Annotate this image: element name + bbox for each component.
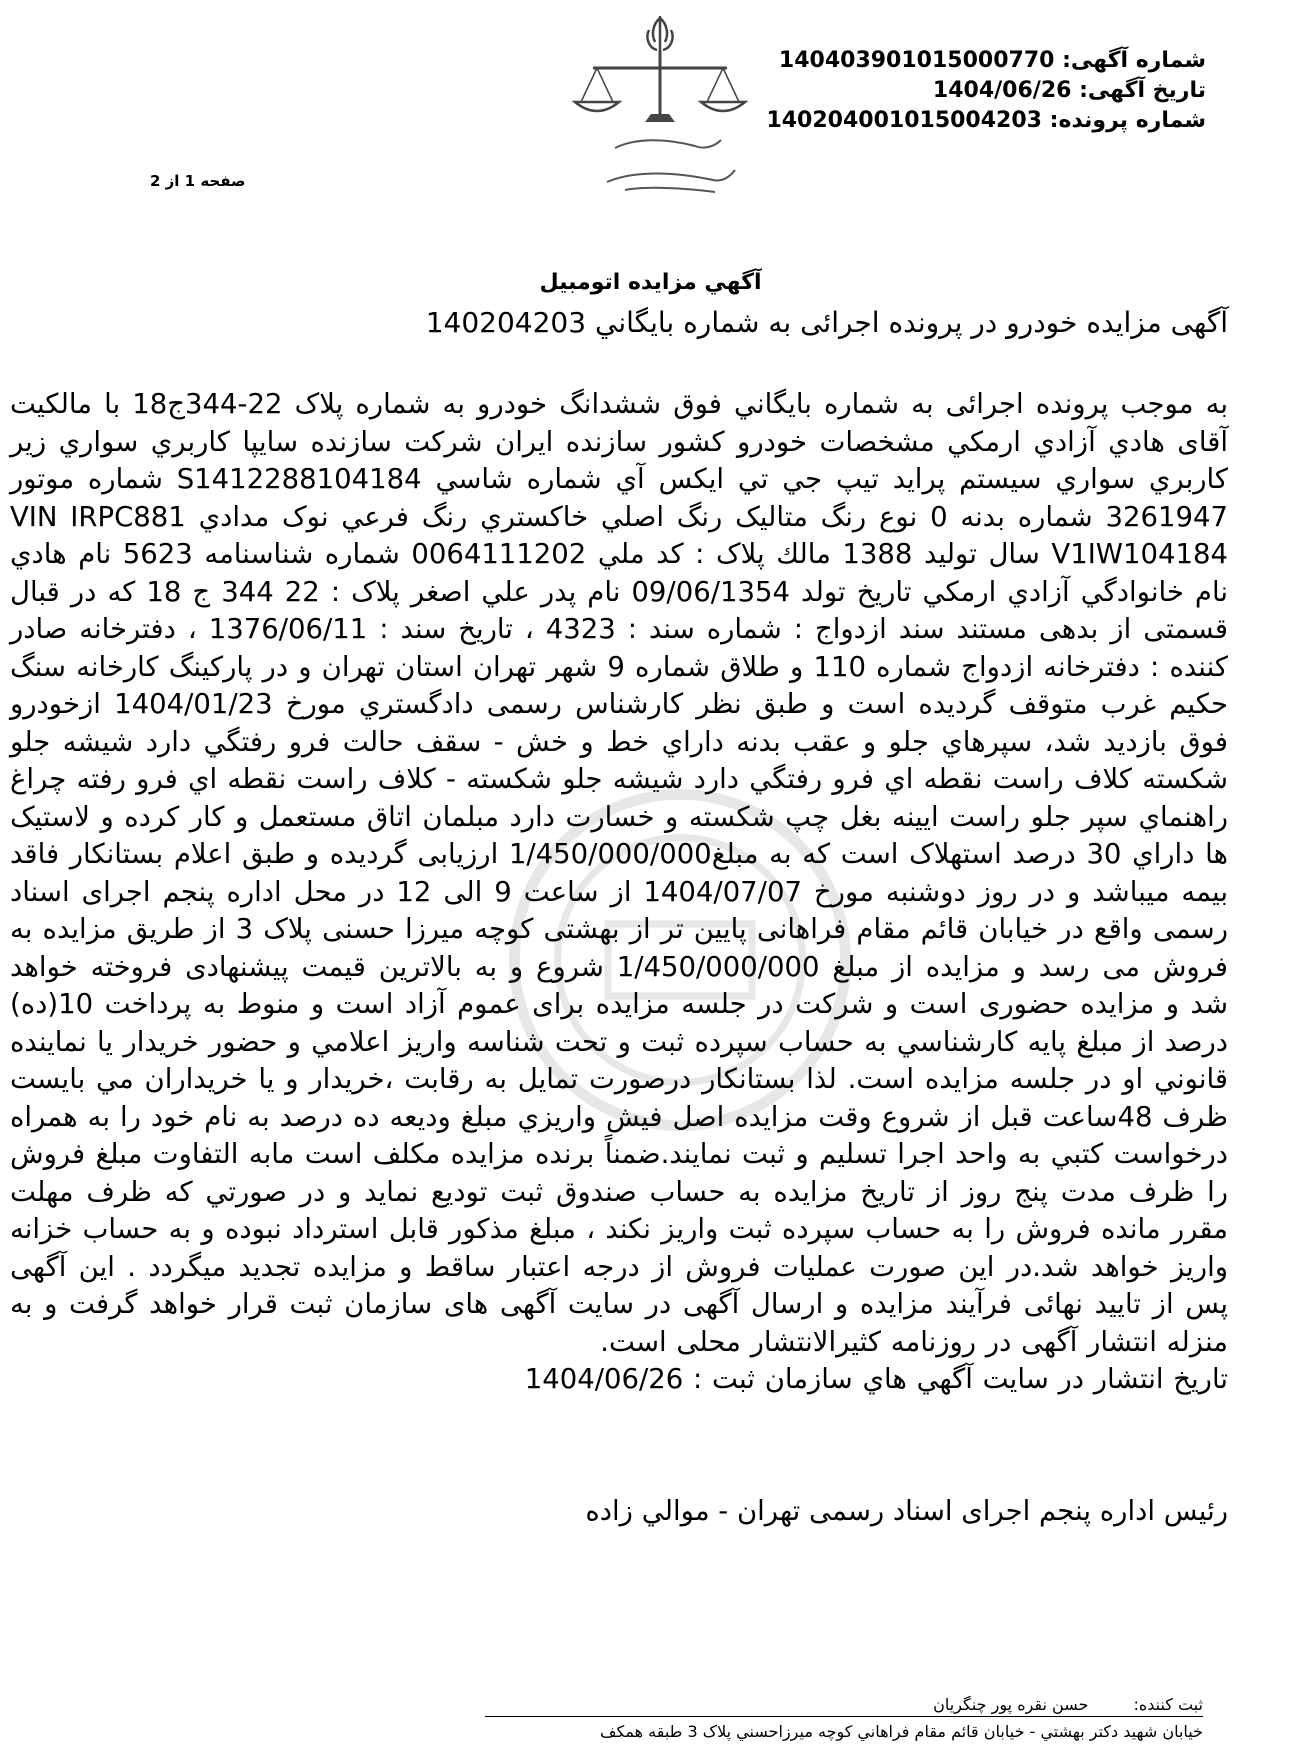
notice-body bbox=[10, 386, 1228, 1399]
registrar-row bbox=[933, 1695, 1203, 1714]
registrar-label: ثبت کننده: bbox=[1133, 1695, 1203, 1714]
footer-divider bbox=[485, 1716, 1203, 1717]
notice-date: 1404/06/26 bbox=[932, 78, 1072, 103]
signature-line: رئيس اداره پنجم اجرای اسناد رسمی تهران - موالي زاده bbox=[585, 1495, 1228, 1527]
notice-number: 140403901015000770 bbox=[778, 48, 1055, 73]
file-number-label: شماره پرونده: bbox=[1049, 108, 1206, 133]
notice-number-label: شماره آگهی: bbox=[1062, 48, 1206, 73]
notice-date-label: تاریخ آگهی: bbox=[1079, 78, 1206, 103]
notice-date-row bbox=[933, 76, 1206, 106]
registrar-name: حسن نقره پور چنگریان bbox=[933, 1695, 1089, 1714]
file-number-row bbox=[766, 106, 1206, 136]
publish-date-line: تاريخ انتشار در سايت آگهي هاي سازمان ثبت : 1404/06/26 bbox=[524, 1363, 1228, 1395]
notice-title: آگهي مزايده اتومبيل bbox=[539, 270, 762, 295]
footer-address: خيابان شهيد دكتر بهشتي - خيابان قائم مقام فراهاني كوچه ميرزاحسني پلاک 3 طبقه همكف bbox=[600, 1722, 1203, 1741]
notice-subtitle: آگهی مزایده خودرو در پرونده اجرائی به شماره بایگاني 140204203 bbox=[425, 306, 1228, 339]
notice-number-row bbox=[779, 46, 1206, 76]
judiciary-scales-emblem-icon bbox=[545, 10, 775, 210]
page-indicator: صفحه 1 از 2 bbox=[150, 172, 246, 190]
file-number: 140204001015004203 bbox=[766, 108, 1042, 133]
notice-body-text: به موجب پرونده اجرائی به شماره بايگاني فوق ششدانگ خودرو به شماره پلاک 22-344ج18 با مالكيت آقای هادي آزادي ارمكي مشخصات خودرو كشور سازنده ايران شركت سازنده سايپا كاربري سواري زير كاربري سواري سيستم پرايد تيپ جي تي ايكس آي شماره شاسي S1412288104184 شماره موتور 3261947 شماره بدنه 0 نوع رنگ متاليک رنگ اصلي خاكستري رنگ فرعي نوک مدادي VIN IRPC881 V1IW104184 سال توليد 1388 مالك پلاک : كد ملي 0064111202 شماره شناسنامه 5623 نام هادي نام خانوادگي آزادي ارمكي تاريخ تولد 09/06/1354 نام پدر علي اصغر پلاک : 22 344 ج 18 كه در قبال قسمتی از بدهی مستند سند ازدواج : شماره سند : 4323 ، تاريخ سند : 1376/06/11 ، دفترخانه صادر كننده : دفترخانه ازدواج شماره 110 و طلاق شماره 9 شهر تهران استان تهران و در پاركينگ كارخانه سنگ حكيم غرب متوقف گرديده است و طبق نظر كارشناس رسمی دادگستري مورخ 1404/01/23 ازخودرو فوق بازديد شد، سپرهاي جلو و عقب بدنه داراي خط و خش - سقف حالت فرو رفتگي دارد شيشه جلو شكسته كلاف راست نقطه اي فرو رفتگي دارد شيشه جلو شكسته - كلاف راست نقطه اي فرو رفته چراغ راهنماي سپر جلو راست ايينه بغل چپ شكسته و خسارت دارد مبلمان اتاق مستعمل و كار كرده و لاستيک ها داراي 30 درصد استهلاک است كه به مبلغ1/450/000/000 ارزيابی گرديده و طبق اعلام بستانكار فاقد بيمه ميباشد و در روز دوشنبه مورخ 1404/07/07 از ساعت 9 الی 12 در محل اداره پنجم اجرای اسناد رسمی واقع در خيابان قائم مقام فراهانی پايين تر از بهشتی كوچه ميرزا حسنی پلاک 3 از طريق مزايده به فروش می رسد و مزايده از مبلغ 1/450/000/000 شروع و به بالاترين قيمت پيشنهادی فروخته خواهد شد و مزايده حضوری است و شركت در جلسه مزايده برای عموم آزاد است و منوط به پرداخت 10(ده) درصد از مبلغ پايه كارشناسي به حساب سپرده ثبت و تحت شناسه واريز اعلامي و حضور خريدار يا نماينده قانوني او در جلسه مزايده است. لذا بستانكار درصورت تمايل به رقابت ،خريدار و يا خريداران مي بايست ظرف 48ساعت قبل از شروع وقت مزايده اصل فيش واريزي مبلغ وديعه ده درصد به نام خود را به همراه درخواست كتبي به واحد اجرا تسليم و ثبت نمايند.ضمناً برنده مزايده مكلف است مابه التفاوت مبلغ فروش را ظرف مدت پنج روز از تاريخ مزايده به حساب صندوق ثبت توديع نمايد و در صورتي كه ظرف مهلت مقرر مانده فروش را به حساب سپرده ثبت واريز نكند ، مبلغ مذكور قابل استرداد نبوده و به حساب خزانه واريز خواهد شد.در اين صورت عمليات فروش از درجه اعتبار ساقط و مزايده تجديد ميگردد . اين آگهی پس از تاييد نهائی فرآيند مزايده و ارسال آگهی در سايت آگهی های سازمان ثبت قرار خواهد گرفت و به منزله انتشار آگهی در روزنامه كثيرالانتشار محلی است. bbox=[10, 388, 1229, 1358]
